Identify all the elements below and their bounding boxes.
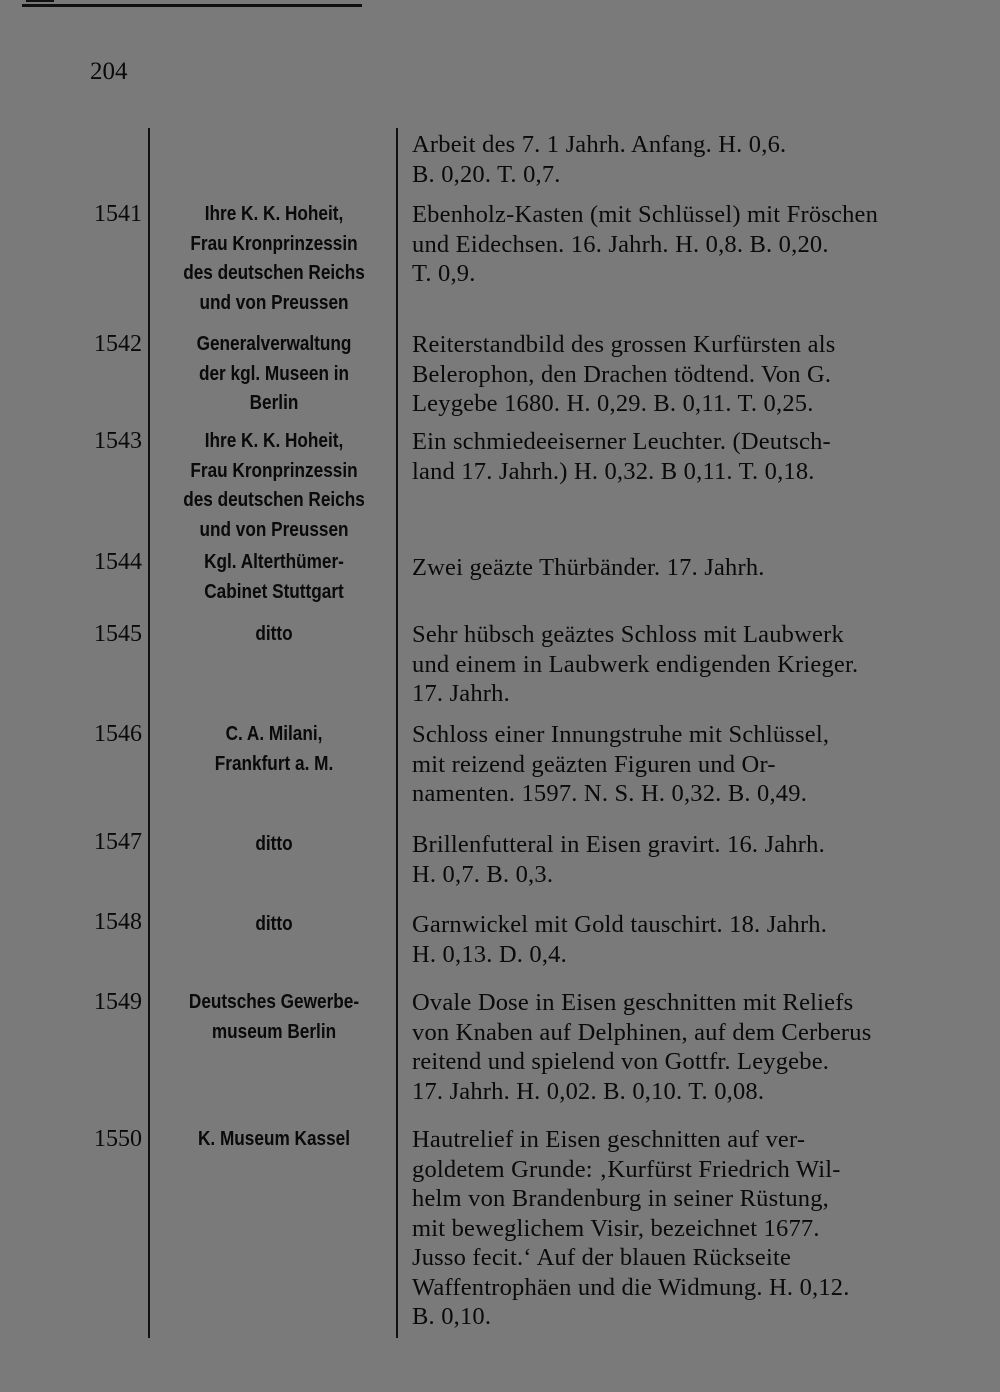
entry-description: Sehr hübsch geäztes Schloss mit Laubwerk und einem in Laubwerk endigenden Krieger. 17. Jahrh. <box>412 621 859 707</box>
entry-description: Zwei geäzte Thürbänder. 17. Jahrh. <box>412 554 765 581</box>
entry-owner: C. A. Milani, Frankfurt a. M. <box>214 723 334 775</box>
entry-number: 1544 <box>94 549 142 575</box>
entry-description: Ebenholz-Kasten (mit Schlüssel) mit Fröschen und Eidechsen. 16. Jahrh. H. 0,8. B. 0,20. T. 0,9. <box>412 201 879 287</box>
entry-description: Garnwickel mit Gold tauschirt. 18. Jahrh. H. 0,13. D. 0,4. <box>412 911 828 968</box>
continuation-text: Arbeit des 7. 1 Jahrh. Anfang. H. 0,6. B. 0,20. T. 0,7. <box>412 131 787 188</box>
entry-owner: Ihre K. K. Hoheit, Frau Kronprinzessin des deutschen Reichs und von Preussen <box>183 430 365 541</box>
entry-number: 1547 <box>94 829 142 855</box>
header-rule <box>22 4 362 7</box>
entry-number: 1541 <box>94 201 142 227</box>
entry-number: 1548 <box>94 909 142 935</box>
entry-number: 1549 <box>94 989 142 1015</box>
entry-number: 1546 <box>94 721 142 747</box>
entry-description: Ein schmiedeeiserner Leuchter. (Deutsch- land 17. Jahrh.) H. 0,32. B 0,11. T. 0,18. <box>412 428 831 485</box>
entry-owner: ditto <box>255 913 293 935</box>
entry-owner: K. Museum Kassel <box>197 1128 350 1150</box>
column-divider-left <box>148 128 150 1338</box>
entry-owner: Deutsches Gewerbe- museum Berlin <box>188 991 360 1043</box>
entry-owner: ditto <box>255 623 293 645</box>
entry-description: Schloss einer Innungstruhe mit Schlüssel, mit reizend geäzten Figuren und Or- namenten. 1597. N. S. H. 0,32. B. 0,49. <box>412 721 830 807</box>
header-rule-short <box>26 0 54 2</box>
entry-number: 1545 <box>94 621 142 647</box>
entry-number: 1542 <box>94 331 142 357</box>
entry-description: Reiterstandbild des grossen Kurfürsten als Belerophon, den Drachen tödtend. Von G. Leygebe 1680. H. 0,29. B. 0,11. T. 0,25. <box>412 331 836 417</box>
entry-owner: Ihre K. K. Hoheit, Frau Kronprinzessin des deutschen Reichs und von Preussen <box>183 203 365 314</box>
page-number: 204 <box>90 58 128 85</box>
entry-number: 1543 <box>94 428 142 454</box>
column-divider-right <box>396 128 398 1338</box>
entry-owner: Kgl. Alterthümer- Cabinet Stuttgart <box>204 551 344 603</box>
entry-description: Hautrelief in Eisen geschnitten auf ver- goldetem Grunde: ‚Kurfürst Friedrich Wil- helm von Brandenburg in seiner Rüstung, mit beweglichem Visir, bezeichnet 1677. Jusso fecit.‘ Auf der blauen Rückseite Waffentrophäen und die Widmung. H. 0,12. B. 0,10. <box>412 1126 850 1330</box>
entry-owner: ditto <box>255 833 293 855</box>
entry-number: 1550 <box>94 1126 142 1152</box>
entry-owner: Generalverwaltung der kgl. Museen in Berlin <box>196 333 352 414</box>
entry-description: Ovale Dose in Eisen geschnitten mit Reliefs von Knaben auf Delphinen, auf dem Cerberus reitend und spielend von Gottfr. Leygebe. 17. Jahrh. H. 0,02. B. 0,10. T. 0,08. <box>412 989 872 1105</box>
entry-description: Brillenfutteral in Eisen gravirt. 16. Jahrh. H. 0,7. B. 0,3. <box>412 831 825 888</box>
